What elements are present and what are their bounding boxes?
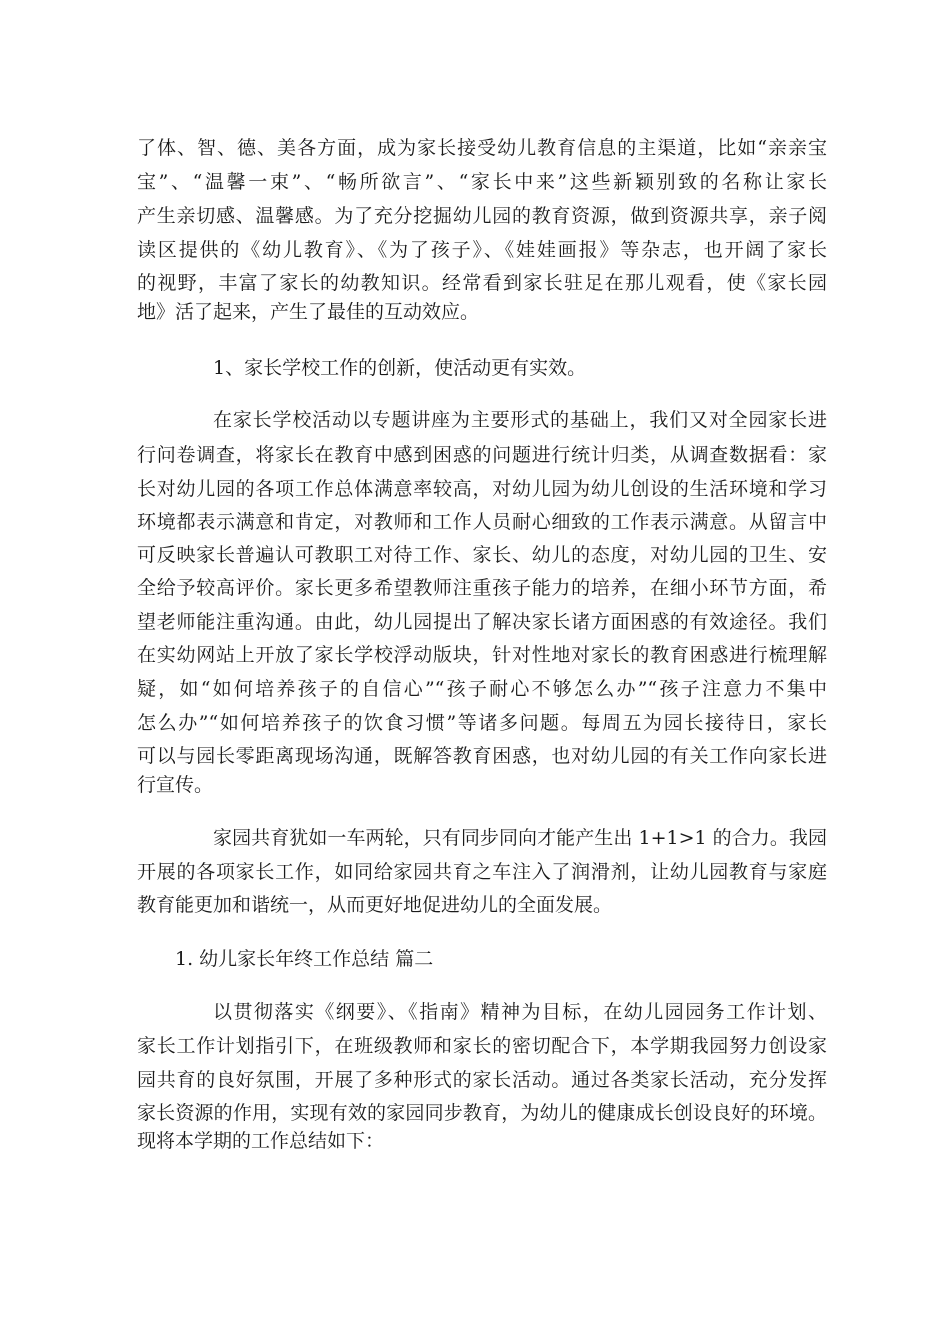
section-heading: 1. 幼儿家长年终工作总结 篇二 (175, 948, 434, 970)
text-line: 地》活了起来，产生了最佳的互动效应。 (137, 301, 480, 323)
text-line: 读区提供的《幼儿教育》、《为了孩子》、《娃娃画报》等杂志，也开阔了家长 (137, 239, 827, 261)
text-line: 望老师能注重沟通。由此，幼儿园提出了解决家长诸方面困惑的有效途径。我们 (137, 611, 827, 633)
text-line: 可以与园长零距离现场沟通，既解答教育困惑，也对幼儿园的有关工作向家长进 (137, 745, 827, 767)
text-line: 教育能更加和谐统一，从而更好地促进幼儿的全面发展。 (137, 894, 613, 916)
text-line: 在实幼网站上开放了家长学校浮动版块，针对性地对家长的教育困惑进行梳理解 (137, 644, 827, 666)
text-line: 宝”、“温馨一束”、“畅所欲言”、“家长中来”这些新颖别致的名称让家长 (137, 171, 827, 193)
text-line: 怎么办”“如何培养孩子的饮食习惯”等诸多问题。每周五为园长接待日，家长 (137, 712, 827, 734)
text-line: 行问卷调查，将家长在教育中感到困惑的问题进行统计归类，从调查数据看：家 (137, 444, 827, 466)
text-line: 家长工作计划指引下，在班级教师和家长的密切配合下，本学期我园努力创设家 (137, 1035, 827, 1057)
text-line: 开展的各项家长工作，如同给家园共育之车注入了润滑剂，让幼儿园教育与家庭 (137, 861, 827, 883)
text-line: 疑，如“如何培养孩子的自信心”“孩子耐心不够怎么办”“孩子注意力不集中 (137, 678, 827, 700)
text-line: 可反映家长普遍认可教职工对待工作、家长、幼儿的态度，对幼儿园的卫生、安 (137, 544, 827, 566)
text-line: 产生亲切感、温馨感。为了充分挖掘幼儿园的教育资源，做到资源共享，亲子阅 (137, 205, 827, 227)
text-line: 了体、智、德、美各方面，成为家长接受幼儿教育信息的主渠道，比如“亲亲宝 (137, 137, 827, 159)
section-heading: 1、家长学校工作的创新，使活动更有实效。 (213, 357, 587, 379)
text-line: 园共育的良好氛围，开展了多种形式的家长活动。通过各类家长活动，充分发挥 (137, 1069, 827, 1091)
text-line: 的视野，丰富了家长的幼教知识。经常看到家长驻足在那儿观看，使《家长园 (137, 272, 827, 294)
text-line: 以贯彻落实《纲要》、《指南》精神为目标，在幼儿园园务工作计划、 (213, 1001, 827, 1023)
text-line: 行宣传。 (137, 774, 214, 796)
text-line: 在家长学校活动以专题讲座为主要形式的基础上，我们又对全园家长进 (213, 409, 827, 431)
text-line: 环境都表示满意和肯定，对教师和工作人员耐心细致的工作表示满意。从留言中 (137, 511, 827, 533)
text-line: 现将本学期的工作总结如下： (137, 1130, 385, 1152)
text-line: 长对幼儿园的各项工作总体满意率较高，对幼儿园为幼儿创设的生活环境和学习 (137, 478, 827, 500)
text-line: 家长资源的作用，实现有效的家园同步教育，为幼儿的健康成长创设良好的环境。 (137, 1102, 827, 1124)
text-line: 全给予较高评价。家长更多希望教师注重孩子能力的培养，在细小环节方面，希 (137, 577, 827, 599)
text-line: 家园共育犹如一车两轮，只有同步同向才能产生出 1+1>1 的合力。我园 (213, 827, 827, 849)
